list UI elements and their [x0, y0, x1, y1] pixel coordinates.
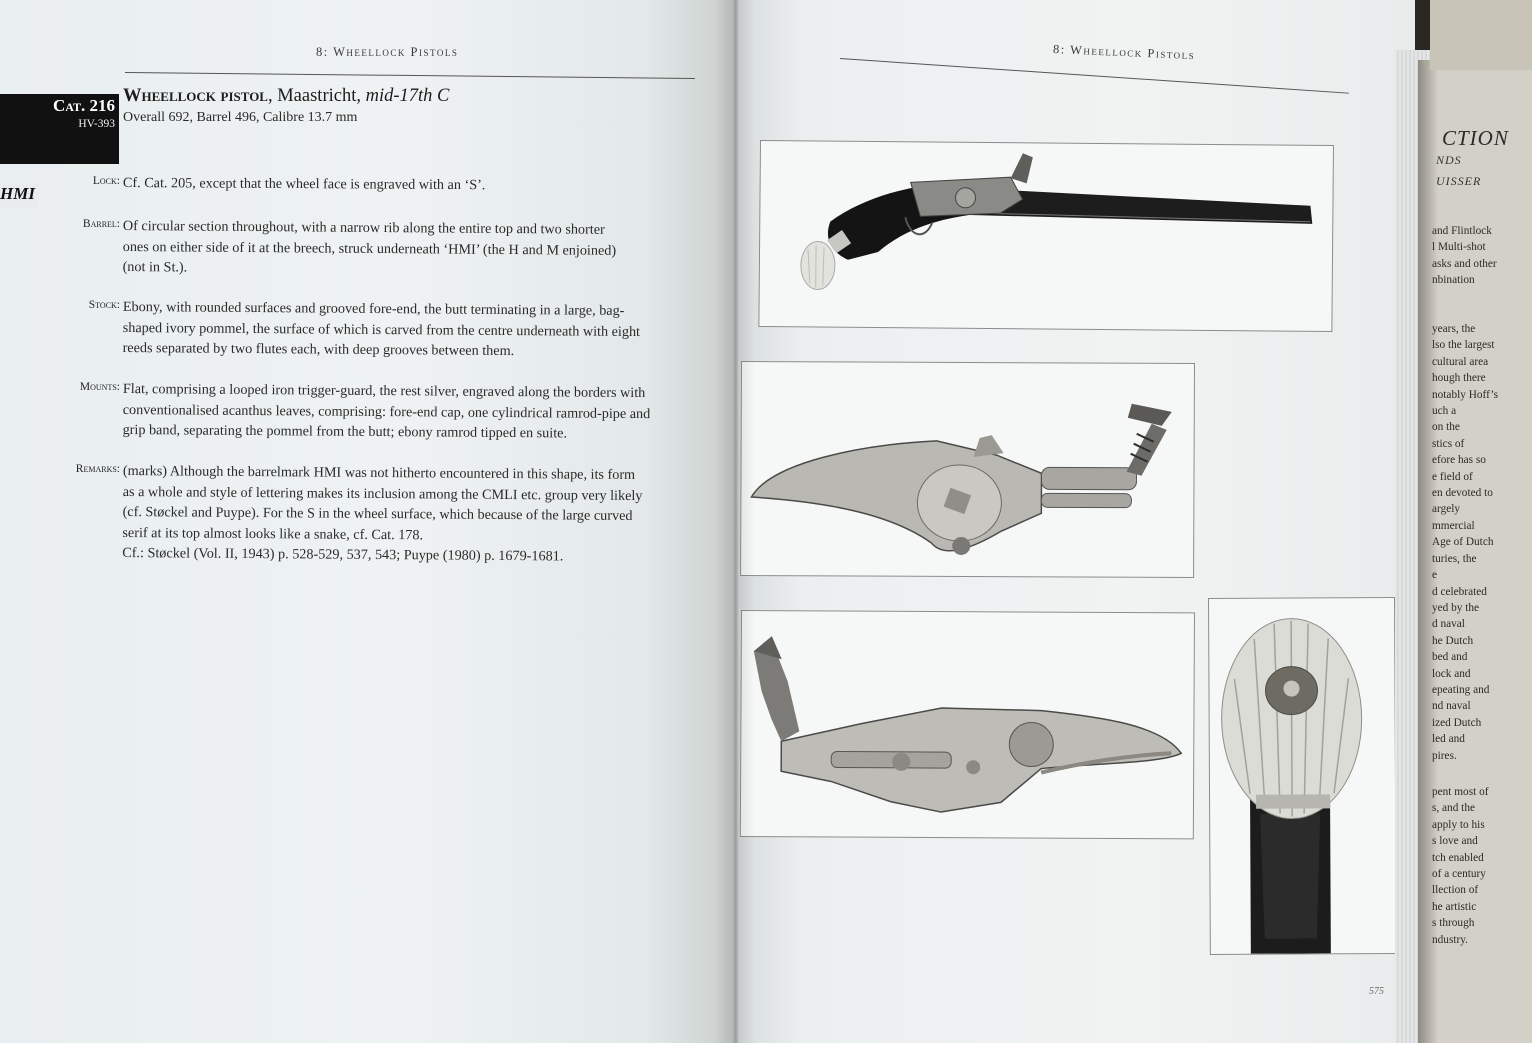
fragment-line: mmercial: [1432, 519, 1475, 532]
lock-exterior-illustration: [741, 362, 1194, 577]
left-page: [0, 0, 735, 1043]
pommel-illustration: [1209, 598, 1396, 954]
catalogue-number-block: [0, 94, 119, 164]
fragment-line: e field of: [1432, 470, 1473, 483]
fragment-line: hough there: [1432, 372, 1486, 385]
photo-lock-interior: [740, 610, 1195, 839]
fragment-line: argely: [1432, 503, 1461, 516]
fragment-line: led and: [1432, 733, 1465, 746]
item-name: Wheellock pistol: [123, 86, 268, 106]
text-line: as a whole and style of lettering makes its inclusion among the CMLI etc. group very likely: [122, 483, 643, 504]
fragment-line: epeating and: [1432, 683, 1490, 696]
fragment-subtitle-line: UISSER: [1436, 174, 1482, 188]
fragment-line: and Flintlock: [1432, 225, 1492, 237]
fragment-line: pires.: [1432, 749, 1457, 762]
page-corner: [1430, 0, 1532, 70]
fragment-line: lso the largest: [1432, 339, 1495, 352]
catalogue-code: HV-393: [78, 118, 115, 130]
right-header-rule: [840, 58, 1349, 94]
text-line: ones on either side of it at the breech, struck underneath ‘HMI’ (the H and M enjoined): [122, 238, 617, 259]
fragment-line: apply to his: [1432, 818, 1485, 831]
fragment-line: s, and the: [1432, 802, 1475, 815]
text-line: Cf.: Støckel (Vol. II, 1943) p. 528-529, 537, 543; Puype (1980) p. 1679-1681.: [122, 545, 564, 565]
fragment-line: uch a: [1432, 405, 1457, 418]
item-date: mid-17th C: [365, 86, 450, 106]
fragment-line: lock and: [1432, 667, 1471, 680]
fragment-line: cultural area: [1432, 355, 1489, 368]
item-title: [123, 86, 449, 107]
right-running-head: 8: Wheellock Pistols: [1052, 42, 1196, 63]
text-line: conventionalised acanthus leaves, comprising: fore-end cap, one cylindrical ramrod-pipe and: [122, 401, 651, 422]
book-gutter: [715, 0, 755, 1043]
fragment-subtitle-line: NDS: [1436, 153, 1462, 167]
text-line: serif at its top almost looks like a snake, cf. Cat. 178.: [122, 524, 424, 544]
fragment-line: notably Hoff’s: [1432, 388, 1498, 401]
entry-label: Stock:: [88, 299, 120, 311]
text-line: shaped ivory pommel, the surface of which is carved from the centre underneath with eight: [122, 319, 641, 340]
text-line: Cf. Cat. 205, except that the wheel face is engraved with an ‘S’.: [122, 174, 486, 194]
left-header-rule: [125, 72, 695, 79]
left-running-head: 8: Wheellock Pistols: [316, 45, 459, 59]
fragment-line: efore has so: [1432, 454, 1486, 467]
fragment-line: nd naval: [1432, 700, 1471, 713]
text-line: (not in St.).: [122, 259, 188, 276]
entry-label: Mounts:: [79, 381, 120, 393]
fragment-line: s through: [1432, 917, 1475, 930]
text-line: grip band, separating the pommel from the butt; ebony ramrod tipped en suite.: [122, 422, 568, 442]
fragment-line: llection of: [1432, 884, 1479, 897]
fragment-line: years, the: [1432, 323, 1476, 335]
entry-text: [123, 216, 693, 282]
barrel-mark-stamp: HMI: [0, 184, 38, 208]
fragment-line: on the: [1432, 421, 1460, 434]
entry-text: [123, 173, 693, 197]
fragment-line: turies, the: [1432, 552, 1477, 565]
right-page: [735, 0, 1415, 1043]
fragment-block-1: [1432, 223, 1497, 289]
fragment-line: bed and: [1432, 651, 1468, 664]
fragment-line: ndustry.: [1432, 933, 1468, 946]
text-line: Of circular section throughout, with a narrow rib along the entire top and two shorter: [122, 217, 605, 238]
photo-lock-exterior: [740, 361, 1195, 578]
fragment-line: s love and: [1432, 835, 1478, 848]
entry-text: [123, 379, 693, 445]
page-number: 575: [1369, 986, 1384, 997]
pistol-illustration: [759, 141, 1333, 331]
entry-text: [122, 461, 693, 568]
fragment-title: CTION: [1442, 126, 1509, 150]
fragment-line: tch enabled: [1432, 851, 1484, 864]
text-line: (cf. Støckel and Puype). For the S in the wheel surface, which because of the large curved: [122, 504, 633, 525]
fragment-line: d celebrated: [1432, 585, 1487, 598]
fragment-line: l Multi-shot: [1432, 241, 1486, 254]
fragment-line: he Dutch: [1432, 634, 1474, 647]
fragment-line: yed by the: [1432, 601, 1480, 614]
fragment-line: Age of Dutch: [1432, 536, 1494, 549]
fragment-line: d naval: [1432, 618, 1465, 631]
fragment-line: of a century: [1432, 868, 1486, 881]
text-line: (marks) Although the barrelmark HMI was not hitherto encountered in this shape, its form: [122, 462, 636, 484]
fragment-block-2: [1432, 321, 1498, 764]
item-dimensions: Overall 692, Barrel 496, Calibre 13.7 mm: [123, 110, 358, 125]
fragment-line: stics of: [1432, 437, 1465, 450]
fragment-line: pent most of: [1432, 786, 1489, 798]
entry-label: Lock:: [92, 175, 120, 187]
catalogue-number: Cat. 216: [52, 96, 115, 115]
fragment-line: ized Dutch: [1432, 716, 1482, 729]
text-line: Ebony, with rounded surfaces and grooved fore-end, the butt terminating in a large, bag-: [122, 298, 625, 319]
photo-ivory-pommel: [1208, 597, 1397, 955]
entry-label: Remarks:: [75, 463, 120, 475]
text-line: Flat, comprising a looped iron trigger-guard, the rest silver, engraved along the borders with: [122, 380, 646, 402]
fragment-line: e: [1432, 569, 1438, 582]
text-line: reeds separated by two flutes each, with deep grooves between them.: [122, 340, 515, 360]
lock-interior-illustration: [741, 611, 1194, 838]
entry-label: Barrel:: [82, 218, 120, 230]
fragment-block-3: [1432, 784, 1488, 948]
fragment-line: he artistic: [1432, 900, 1477, 913]
item-place: , Maastricht,: [267, 86, 366, 106]
entry-text: [123, 297, 693, 363]
photo-full-pistol: [758, 140, 1334, 332]
fragment-line: en devoted to: [1432, 487, 1493, 500]
fragment-line: asks and other: [1432, 257, 1497, 270]
fragment-line: nbination: [1432, 274, 1475, 287]
